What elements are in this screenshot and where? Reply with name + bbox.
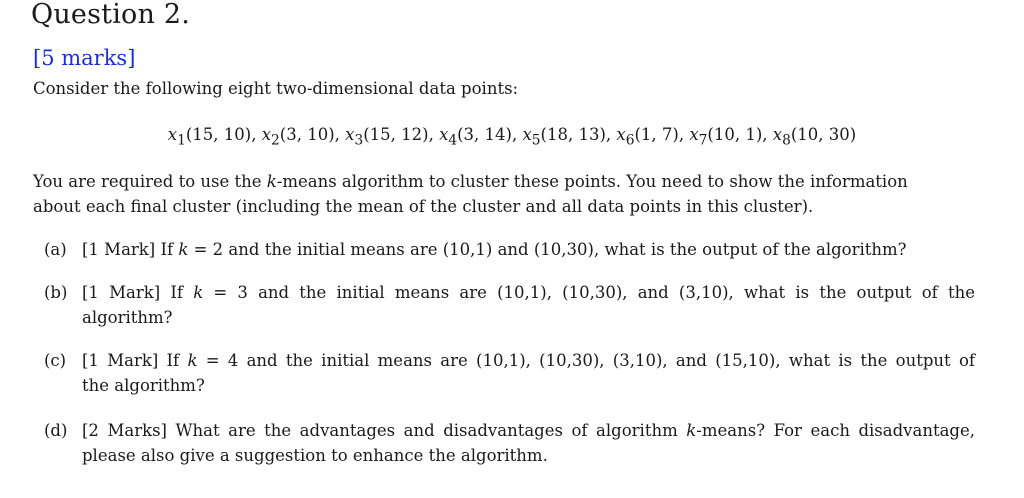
- data-point-coords: (3, 10): [279, 125, 335, 144]
- part-text-segment: [1 Mark] If: [82, 240, 179, 259]
- task-line-1: [33, 169, 978, 194]
- k-variable: k: [686, 421, 697, 440]
- k-variable: k: [266, 172, 277, 191]
- task-description: [33, 169, 978, 219]
- data-point-3: [345, 125, 429, 149]
- data-point-label: x: [616, 125, 626, 144]
- part-line: [82, 237, 975, 262]
- data-point-1: [167, 125, 252, 149]
- part-text: [82, 418, 975, 468]
- k-variable: k: [178, 240, 189, 259]
- part-text-segment: = 3 and the initial means are (10,1), (10,30), and (3,10), what is the output of the: [203, 283, 975, 302]
- data-point-7: [689, 125, 763, 149]
- part-text-segment: = 4 and the initial means are (10,1), (10,30), (3,10), and (15,10), what is the output of: [197, 351, 975, 370]
- part-line: [82, 348, 975, 373]
- data-point-8: [772, 125, 857, 149]
- data-point-coords: (10, 1): [707, 125, 763, 144]
- part-text-segment: [1 Mark] If: [82, 351, 188, 370]
- data-point-5: [522, 125, 606, 149]
- part-line: algorithm?: [82, 308, 173, 327]
- data-point-label: x: [689, 125, 699, 144]
- data-point-label: x: [345, 125, 355, 144]
- data-point-index: 7: [698, 132, 708, 149]
- part-label: (c): [44, 351, 67, 370]
- data-point-index: 2: [271, 132, 280, 149]
- data-points-list: $x_1(15$, 10), $x_2(3$, 10), $x_3(15$, 12), $x_4(3$, 14), $x_5(18$, 13), $x_6(1$, 7), $x_7(10$, 1), $x_8(10$, 30): [167, 125, 857, 149]
- data-point-coords: (1, 7): [634, 125, 679, 144]
- task-text: -means algorithm to cluster these points. You need to show the information: [276, 172, 908, 191]
- part-line: [82, 280, 975, 305]
- part-text-segment: [1 Mark] If: [82, 283, 194, 302]
- k-variable: k: [193, 283, 204, 302]
- part-text: [82, 237, 975, 262]
- data-point-index: 6: [625, 132, 635, 149]
- data-point-label: x: [261, 125, 272, 144]
- part-label: (a): [44, 240, 67, 259]
- marks-label: [5 marks]: [33, 46, 136, 70]
- data-point-coords: (15, 10): [185, 125, 252, 144]
- k-variable: k: [187, 351, 198, 370]
- part-text-segment: [2 Marks] What are the advantages and disadvantages of algorithm: [82, 421, 687, 440]
- data-point-index: 4: [448, 132, 458, 149]
- part-text-segment: = 2 and the initial means are (10,1) and (10,30), what is the output of the algorithm?: [188, 240, 907, 259]
- data-point-index: 8: [782, 132, 791, 149]
- data-point-label: x: [522, 125, 532, 144]
- part-line: please also give a suggestion to enhance the algorithm.: [82, 446, 548, 465]
- data-point-2: [261, 125, 335, 149]
- data-point-coords: (10, 30): [790, 125, 857, 144]
- data-point-coords: (3, 14): [457, 125, 512, 144]
- part-label: (b): [44, 283, 68, 302]
- part-line: the algorithm?: [82, 376, 205, 395]
- part-label: (d): [44, 421, 68, 440]
- data-point-coords: (15, 12): [363, 125, 429, 144]
- task-line-2: about each final cluster (including the mean of the cluster and all data points in this cluster).: [33, 197, 814, 216]
- data-point-index: 3: [354, 132, 364, 149]
- intro-text: Consider the following eight two-dimensional data points:: [33, 79, 519, 98]
- data-point-label: x: [772, 125, 783, 144]
- task-text: You are required to use the: [33, 172, 267, 191]
- data-point-label: x: [167, 125, 178, 144]
- data-point-index: 5: [531, 132, 541, 149]
- part-text-segment: -means? For each disadvantage,: [696, 421, 976, 440]
- data-point-6: [616, 125, 679, 149]
- question-title: Question 2.: [31, 0, 191, 30]
- part-line: [82, 418, 975, 443]
- part-text: [82, 280, 975, 330]
- data-point-index: 1: [177, 132, 186, 149]
- data-point-coords: (18, 13): [540, 125, 606, 144]
- part-text: [82, 348, 975, 398]
- data-point-4: [439, 125, 512, 149]
- data-point-label: x: [439, 125, 449, 144]
